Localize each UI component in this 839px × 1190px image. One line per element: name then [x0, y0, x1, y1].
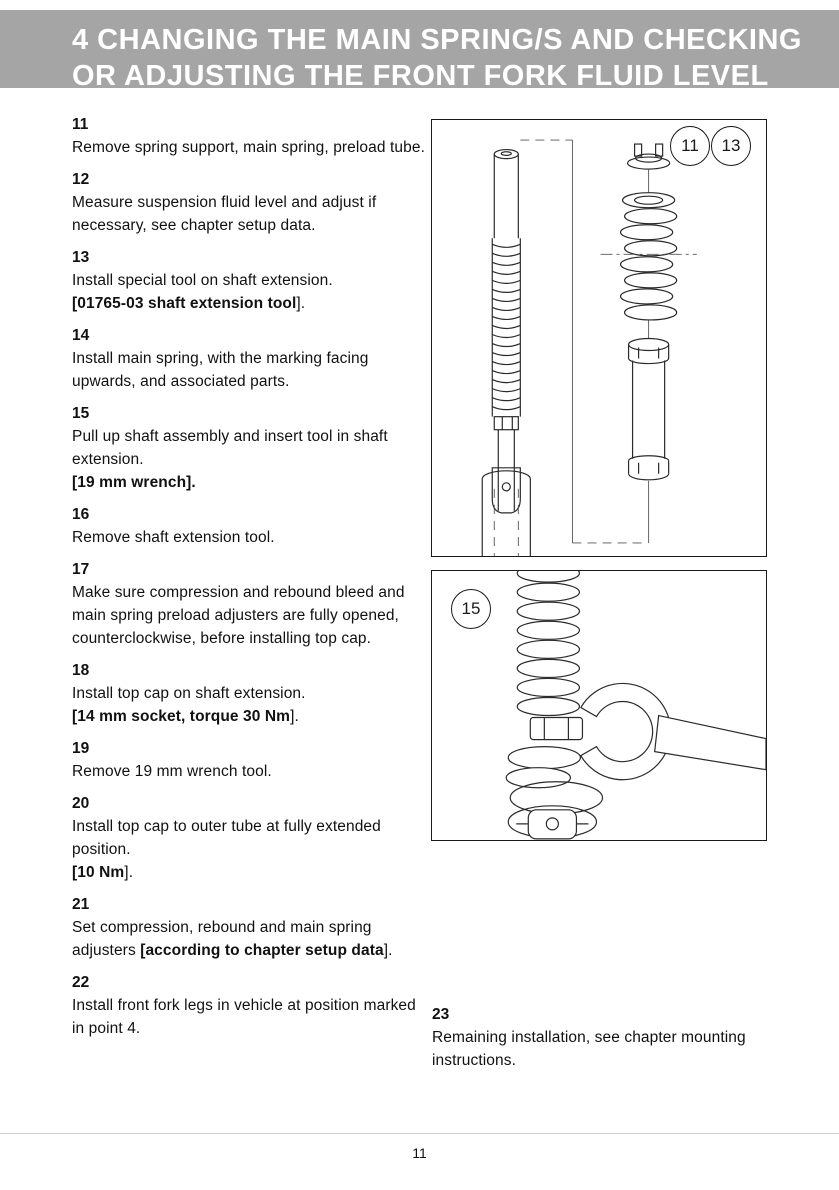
step-17	[72, 558, 426, 650]
footer-divider	[0, 1133, 839, 1134]
step-text: Make sure compression and rebound bleed and main spring preload adjusters are fully opened, counterclockwise, before installing top cap.	[72, 584, 405, 647]
callout-label: 15	[461, 599, 481, 618]
figure-wrench-on-shaft	[431, 570, 767, 841]
callout-label: 13	[721, 136, 741, 155]
step-number: 15	[72, 405, 90, 422]
chapter-title-line1: 4 CHANGING THE MAIN SPRING/S AND CHECKING	[72, 24, 802, 56]
step-number: 11	[72, 116, 89, 133]
step-text: Remaining installation, see chapter mounting instructions.	[432, 1029, 746, 1069]
chapter-title-line2: OR ADJUSTING THE FRONT FORK FLUID LEVEL	[72, 60, 769, 88]
step-19	[72, 737, 426, 783]
step-number: 14	[72, 327, 90, 344]
step-text: [01765-03 shaft extension tool].	[72, 295, 306, 312]
step-number: 21	[72, 896, 90, 913]
step-14	[72, 324, 426, 393]
step-text: [10 Nm].	[72, 864, 134, 881]
step-number: 12	[72, 171, 90, 188]
step-number: 13	[72, 249, 90, 266]
step-number: 20	[72, 795, 90, 812]
figure-fork-exploded-view	[431, 119, 767, 557]
step-18	[72, 659, 426, 728]
step-text: Install top cap on shaft extension.	[72, 685, 306, 702]
step-number: 23	[432, 1006, 450, 1023]
step-text: Pull up shaft assembly and insert tool in shaft extension.	[72, 428, 388, 468]
step-11	[72, 113, 426, 159]
step-text: Install main spring, with the marking facing upwards, and associated parts.	[72, 350, 369, 390]
step-text: Install special tool on shaft extension.	[72, 272, 333, 289]
step-number: 19	[72, 740, 90, 757]
step-text: Install top cap to outer tube at fully extended position.	[72, 818, 381, 858]
steps-column-right	[432, 1003, 777, 1072]
step-number: 22	[72, 974, 90, 991]
page-number: 11	[412, 1145, 427, 1161]
step-12	[72, 168, 426, 237]
step-number: 18	[72, 662, 90, 679]
step-22	[72, 971, 426, 1040]
step-16	[72, 503, 426, 549]
step-23	[432, 1003, 777, 1072]
step-number: 16	[72, 506, 90, 523]
step-text: [14 mm socket, torque 30 Nm].	[72, 708, 299, 725]
callout-circle-13	[711, 126, 751, 166]
step-text: Install front fork legs in vehicle at position marked in point 4.	[72, 997, 416, 1037]
step-text: Remove 19 mm wrench tool.	[72, 763, 272, 780]
step-text: Remove shaft extension tool.	[72, 529, 275, 546]
step-text: Set compression, rebound and main spring adjusters [according to chapter setup data].	[72, 919, 393, 959]
step-20	[72, 792, 426, 884]
step-15	[72, 402, 426, 494]
callout-circle-11	[670, 126, 710, 166]
fork-shaft-illustration	[432, 120, 766, 556]
callout-circle-15	[451, 589, 491, 629]
step-text: [19 mm wrench].	[72, 474, 196, 491]
step-21	[72, 893, 426, 962]
step-13	[72, 246, 426, 315]
step-text: Remove spring support, main spring, preload tube.	[72, 139, 425, 156]
callout-label: 11	[681, 136, 699, 155]
step-text: Measure suspension fluid level and adjust if necessary, see chapter setup data.	[72, 194, 377, 234]
step-number: 17	[72, 561, 90, 578]
steps-column-left	[72, 113, 426, 1040]
chapter-header-banner	[0, 10, 839, 88]
